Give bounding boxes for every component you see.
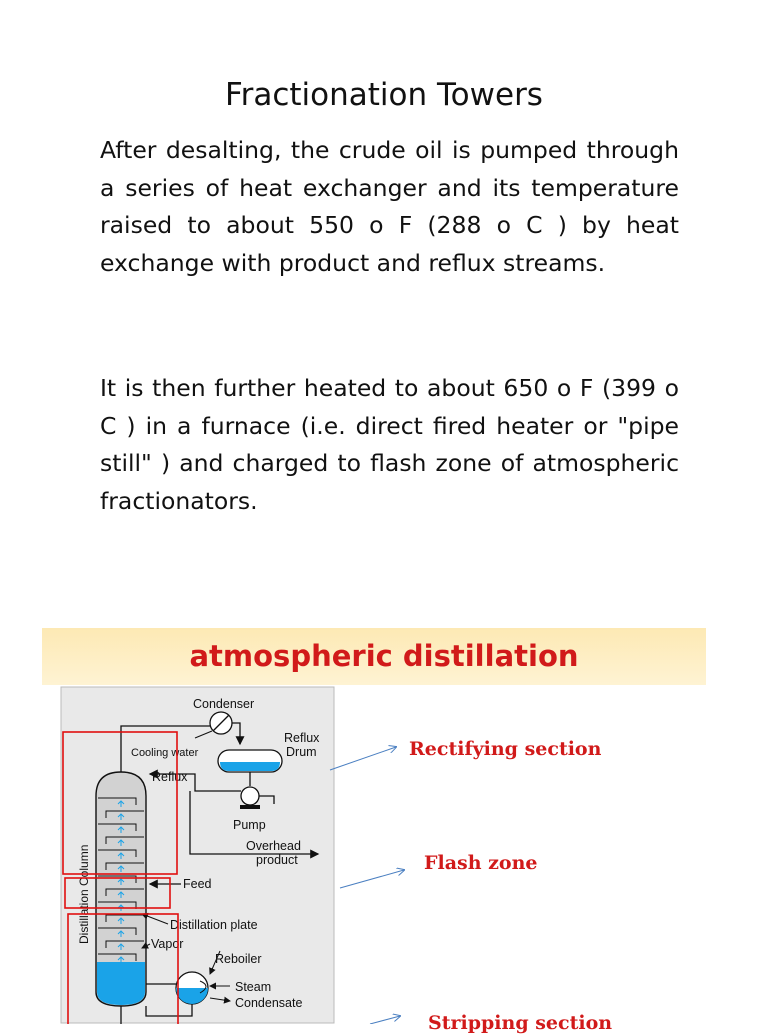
distillation-diagram xyxy=(60,686,340,1024)
column-label: Distillation Column xyxy=(77,844,91,944)
reflux-drum-label-1: Reflux xyxy=(284,731,320,745)
flash-zone-label: Flash zone xyxy=(424,852,538,874)
reflux-drum-icon xyxy=(218,750,282,772)
stripping-section-label: Stripping section xyxy=(428,1012,613,1034)
flash-arrow xyxy=(340,870,404,888)
reflux-label: Reflux xyxy=(152,770,188,784)
paragraph-desalting: After desalting, the crude oil is pumped through a series of heat exchanger and its temperature raised to about 550 o F (288 o C ) by heat exchange with product and reflux streams. xyxy=(100,136,679,277)
banner-title: atmospheric distillation xyxy=(189,639,579,673)
steam-label: Steam xyxy=(235,980,272,994)
pump-label: Pump xyxy=(233,818,266,832)
paragraph-furnace: It is then further heated to about 650 o F (399 o C ) in a furnace (i.e. direct fired heater or "pipe still" ) and charged to flash zone of atmospheric fractionators. xyxy=(100,374,679,515)
reboiler-label: Reboiler xyxy=(215,952,262,966)
reboiler-icon xyxy=(176,972,208,1004)
overhead-product-label-1: Overhead xyxy=(246,839,301,853)
page-title: Fractionation Towers xyxy=(225,77,543,113)
section-pointer-arrows xyxy=(320,720,440,1024)
condenser-label: Condenser xyxy=(193,697,255,711)
vapor-label: Vapor xyxy=(151,937,184,951)
cooling-water-label: Cooling water xyxy=(131,747,199,759)
condensate-label: Condensate xyxy=(235,996,303,1010)
rectifying-arrow xyxy=(330,747,396,770)
reflux-drum-label-2: Drum xyxy=(286,745,317,759)
stripping-arrow xyxy=(370,1016,400,1024)
overhead-product-label-2: product xyxy=(256,853,298,867)
distillation-column xyxy=(96,772,146,1006)
pump-icon xyxy=(241,787,259,805)
feed-label: Feed xyxy=(183,877,212,891)
rectifying-section-label: Rectifying section xyxy=(409,738,602,760)
distillation-plate-label: Distillation plate xyxy=(170,918,258,932)
